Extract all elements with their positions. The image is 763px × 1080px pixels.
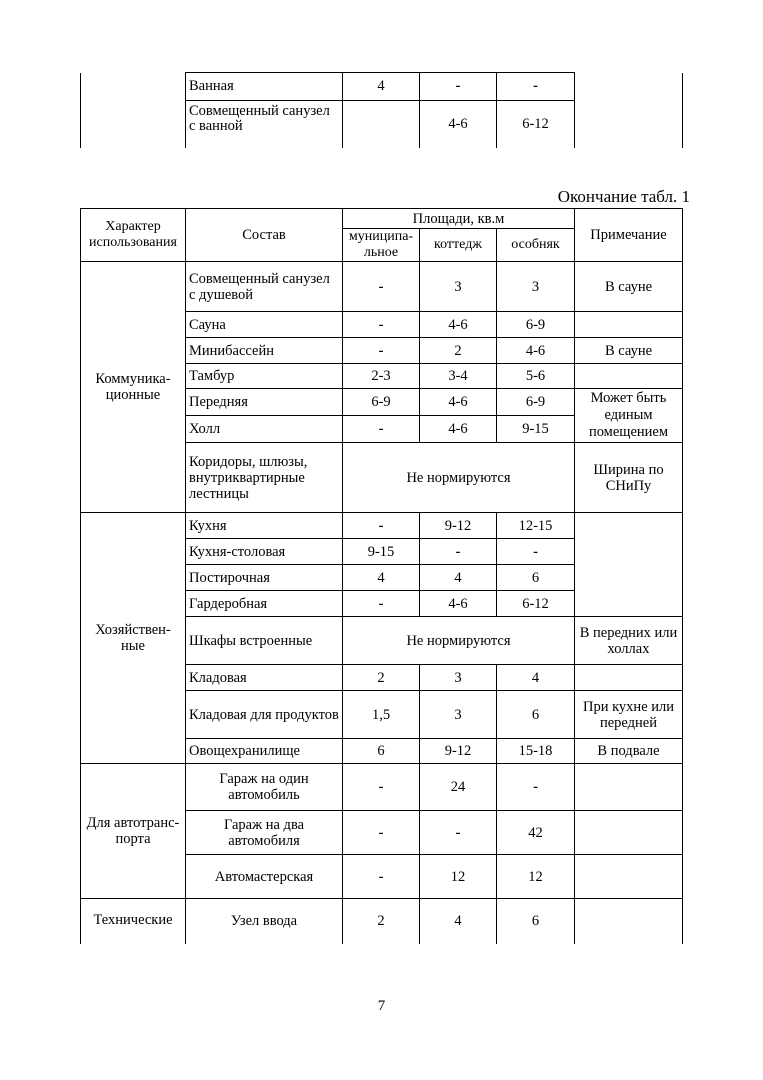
table-row: [81, 513, 683, 539]
note: [575, 855, 683, 899]
area-cottage: 3-4: [420, 364, 497, 389]
header-area: Площади, кв.м: [343, 209, 575, 229]
area-cottage: 3: [420, 262, 497, 312]
area-mansion: 6: [497, 691, 575, 739]
room-name: Тамбур: [186, 364, 343, 389]
area-cottage: 9-12: [420, 739, 497, 764]
area-mansion: 6-9: [497, 312, 575, 338]
group-label: Технические: [81, 899, 186, 944]
area-cottage: -: [420, 811, 497, 855]
area-mansion: 6: [497, 899, 575, 944]
area-cottage: 4-6: [420, 101, 497, 148]
area-mansion: 42: [497, 811, 575, 855]
area-cottage: 12: [420, 855, 497, 899]
not-normalized: Не нормируются: [343, 617, 575, 665]
page-number: 7: [377, 998, 386, 1014]
area-mansion: -: [497, 539, 575, 565]
note: Может быть единым помещением: [575, 389, 683, 443]
area-cottage: 4-6: [420, 416, 497, 443]
area-municipal: -: [343, 416, 420, 443]
area-municipal: 1,5: [343, 691, 420, 739]
room-name: Минибассейн: [186, 338, 343, 364]
note: [575, 899, 683, 944]
area-municipal: 6-9: [343, 389, 420, 416]
area-mansion: -: [497, 764, 575, 811]
room-name: Кладовая: [186, 665, 343, 691]
area-mansion: 9-15: [497, 416, 575, 443]
note: В подвале: [575, 739, 683, 764]
room-name: Совмещенный санузел с душевой: [186, 262, 343, 312]
note: [575, 811, 683, 855]
room-name: Автомастерская: [186, 855, 343, 899]
note: В сауне: [575, 338, 683, 364]
table-row: [81, 764, 683, 811]
area-mansion: 4: [497, 665, 575, 691]
room-name: Кухня-столовая: [186, 539, 343, 565]
area-mansion: -: [497, 73, 575, 101]
area-municipal: -: [343, 764, 420, 811]
note: [575, 665, 683, 691]
area-cottage: 4-6: [420, 389, 497, 416]
room-name: Холл: [186, 416, 343, 443]
area-cottage: 3: [420, 665, 497, 691]
note: Ширина по СНиПу: [575, 443, 683, 513]
note: [575, 364, 683, 389]
area-municipal: -: [343, 338, 420, 364]
not-normalized: Не нормируются: [343, 443, 575, 513]
note: При кухне или передней: [575, 691, 683, 739]
note: В передних или холлах: [575, 617, 683, 665]
empty-cell: [81, 73, 186, 148]
note: [575, 764, 683, 811]
header-note: Примечание: [575, 209, 683, 262]
room-name: Кладовая для продуктов: [186, 691, 343, 739]
area-municipal: -: [343, 855, 420, 899]
group-label: Хозяйствен-ные: [81, 513, 186, 764]
area-cottage: -: [420, 539, 497, 565]
room-name: Гараж на два автомобиля: [186, 811, 343, 855]
room-name: Коридоры, шлюзы, внутриквартирные лестницы: [186, 443, 343, 513]
areas-table: [80, 208, 683, 944]
group-label: Для автотранс-порта: [81, 764, 186, 899]
area-mansion: 6-12: [497, 101, 575, 148]
area-municipal: -: [343, 591, 420, 617]
area-cottage: 4: [420, 899, 497, 944]
area-mansion: 6-9: [497, 389, 575, 416]
top-continuation-table: [80, 72, 683, 148]
group-label: Коммуника-ционные: [81, 262, 186, 513]
room-name: Ванная: [186, 73, 343, 101]
area-mansion: 5-6: [497, 364, 575, 389]
room-name: Узел ввода: [186, 899, 343, 944]
area-municipal: 2: [343, 665, 420, 691]
area-mansion: 15-18: [497, 739, 575, 764]
header-composition: Состав: [186, 209, 343, 262]
area-municipal: -: [343, 513, 420, 539]
area-municipal: 4: [343, 565, 420, 591]
area-municipal: -: [343, 262, 420, 312]
area-mansion: 6: [497, 565, 575, 591]
header-character: Характер использования: [81, 209, 186, 262]
area-mansion: 3: [497, 262, 575, 312]
area-cottage: 3: [420, 691, 497, 739]
room-name: Шкафы встроенные: [186, 617, 343, 665]
area-municipal: -: [343, 312, 420, 338]
room-name: Постирочная: [186, 565, 343, 591]
table-row: [81, 262, 683, 312]
area-municipal: 2-3: [343, 364, 420, 389]
area-cottage: 4-6: [420, 312, 497, 338]
area-cottage: 2: [420, 338, 497, 364]
table-row: [81, 73, 683, 101]
area-municipal: 2: [343, 899, 420, 944]
table-caption: Окончание табл. 1: [557, 187, 690, 206]
area-municipal: [343, 101, 420, 148]
room-name: Овощехранилище: [186, 739, 343, 764]
area-cottage: 24: [420, 764, 497, 811]
area-municipal: -: [343, 811, 420, 855]
area-cottage: 4: [420, 565, 497, 591]
room-name: Кухня: [186, 513, 343, 539]
header-mansion: особняк: [497, 229, 575, 262]
note: В сауне: [575, 262, 683, 312]
header-cottage: коттедж: [420, 229, 497, 262]
area-municipal: 6: [343, 739, 420, 764]
room-name: Совмещенный санузел с ванной: [186, 101, 343, 148]
area-mansion: 4-6: [497, 338, 575, 364]
note-cell: [575, 73, 683, 148]
area-mansion: 12: [497, 855, 575, 899]
note: [575, 513, 683, 617]
room-name: Гардеробная: [186, 591, 343, 617]
area-cottage: 9-12: [420, 513, 497, 539]
area-mansion: 6-12: [497, 591, 575, 617]
header-municipal: муниципа-льное: [343, 229, 420, 262]
area-mansion: 12-15: [497, 513, 575, 539]
area-cottage: 4-6: [420, 591, 497, 617]
table-row: [81, 899, 683, 944]
area-municipal: 4: [343, 73, 420, 101]
area-cottage: -: [420, 73, 497, 101]
note: [575, 312, 683, 338]
room-name: Передняя: [186, 389, 343, 416]
room-name: Сауна: [186, 312, 343, 338]
area-municipal: 9-15: [343, 539, 420, 565]
header-row: [81, 209, 683, 229]
room-name: Гараж на один автомобиль: [186, 764, 343, 811]
